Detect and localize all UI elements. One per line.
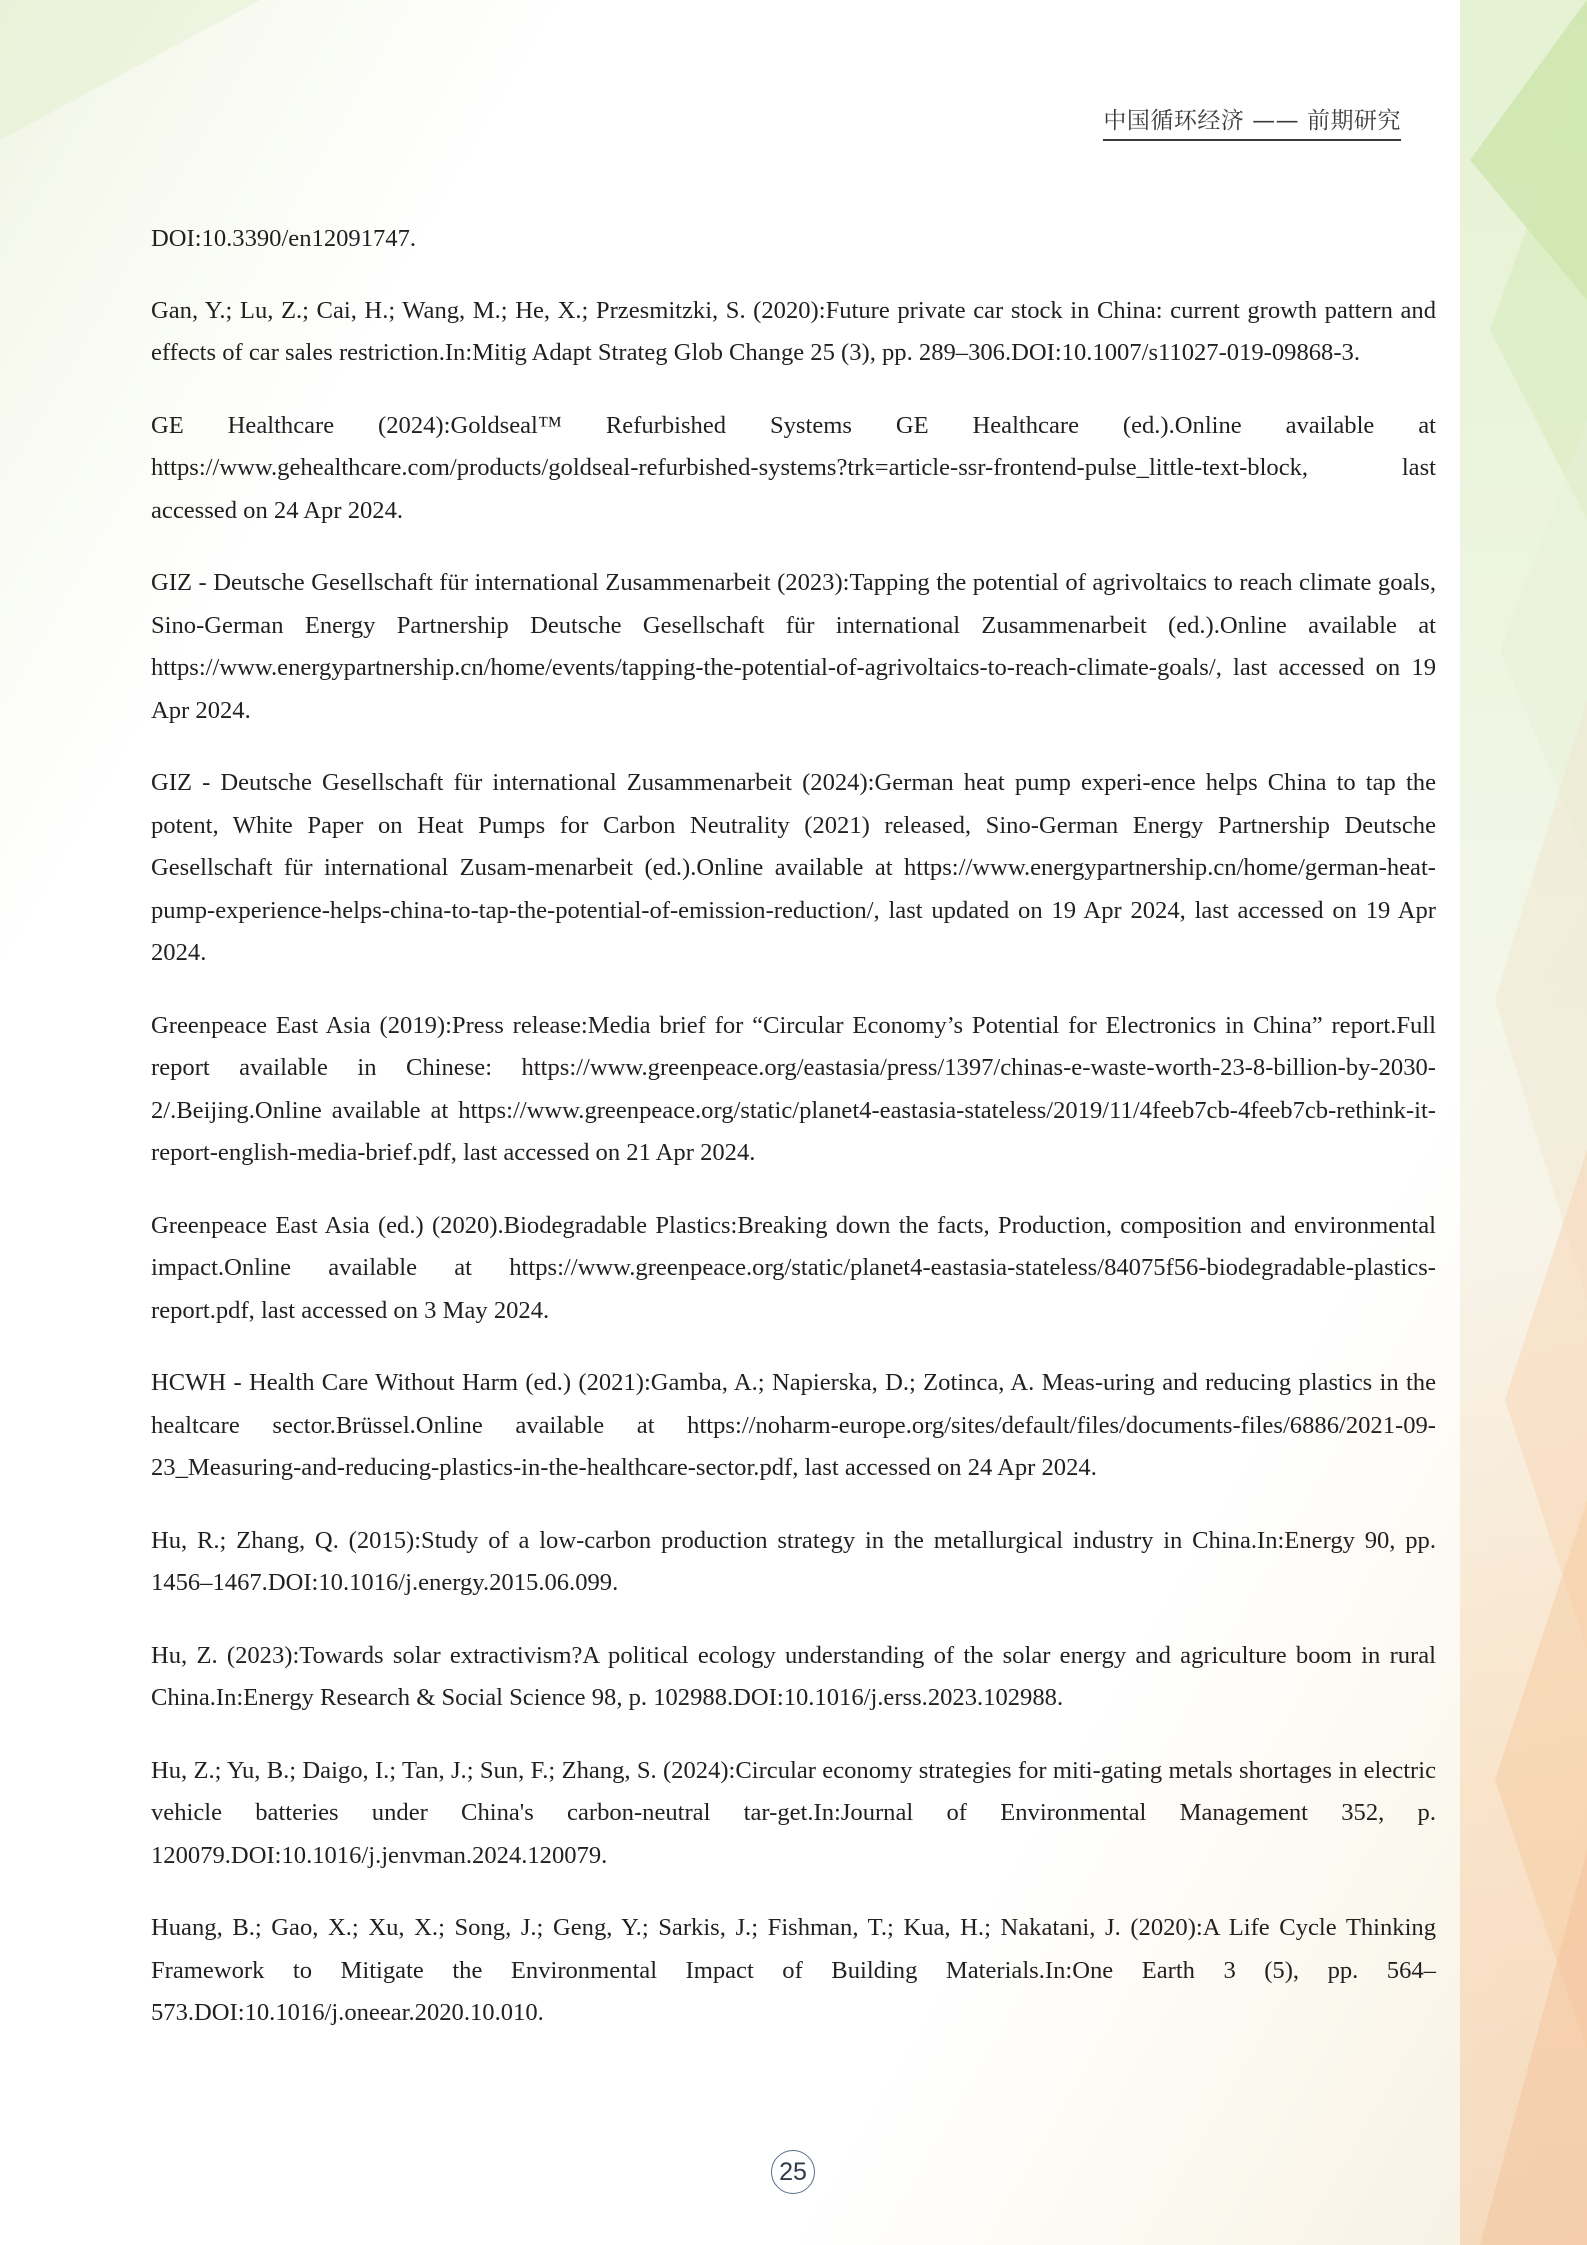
header-underline (1103, 139, 1401, 141)
reference-entry: Hu, Z. (2023):Towards solar extractivism?A political ecology understanding of the solar energy and agriculture boom in rural China.In:Energy Research & Social Science 98, p. 102988.DOI:10.1016/j.erss.2023.102988. (151, 1641, 1436, 1711)
reference-entry: Greenpeace East Asia (2019):Press release:Media brief for “Circular Economy’s Potential for Electronics in China” report.Full report available in Chinese: https://www.greenpeace.org/eastasia/press/1397/chinas-e-waste-worth-23-8-billion-by-2030-2/.Beijing.Online available at https://www.greenpeace.org/static/planet4-eastasia-stateless/2019/11/4feeb7cb-4feeb7cb-rethink-it-report-english-media-brief.pdf, last accessed on 21 Apr 2024. (151, 1011, 1436, 1166)
page-number-badge (771, 2150, 815, 2194)
header-title: 中国循环经济 —— 前期研究 (1103, 108, 1401, 134)
page-number: 25 (779, 2157, 807, 2186)
reference-entry: DOI:10.3390/en12091747. (151, 225, 417, 252)
reference-entry: Hu, Z.; Yu, B.; Daigo, I.; Tan, J.; Sun, F.; Zhang, S. (2024):Circular economy strategies for miti-gating metals shortages in electric vehicle batteries under China's carbon-neutral tar-get.In:Journal of Environmental Management 352, p. 120079.DOI:10.1016/j.jenvman.2024.120079. (151, 1756, 1436, 1869)
reference-entry: GIZ - Deutsche Gesellschaft für international Zusammenarbeit (2023):Tapping the potential of agrivoltaics to reach climate goals, Sino-German Energy Partnership Deutsche Gesellschaft für international Zusammenarbeit (ed.).Online available at https://www.energypartnership.cn/home/events/tapping-the-potential-of-agrivoltaics-to-reach-climate-goals/, last accessed on 19 Apr 2024. (151, 569, 1436, 724)
reference-entry: HCWH - Health Care Without Harm (ed.) (2021):Gamba, A.; Napierska, D.; Zotinca, A. Meas-uring and reducing plastics in the healtcare sector.Brüssel.Online available at https://noharm-europe.org/sites/default/files/documents-files/6886/2021-09-23_Measuring-and-reducing-plastics-in-the-healthcare-sector.pdf, last accessed on 24 Apr 2024. (151, 1369, 1436, 1481)
reference-entry: Hu, R.; Zhang, Q. (2015):Study of a low-carbon production strategy in the metallurgical industry in China.In:Energy 90, pp. 1456–1467.DOI:10.1016/j.energy.2015.06.099. (151, 1526, 1436, 1596)
reference-entry: Greenpeace East Asia (ed.) (2020).Biodegradable Plastics:Breaking down the facts, Production, composition and environmental impact.Online available at https://www.greenpeace.org/static/planet4-eastasia-stateless/84075f56-biodegradable-plastics-report.pdf, last accessed on 3 May 2024. (151, 1211, 1436, 1324)
reference-list (151, 218, 1436, 2065)
reference-entry: GE Healthcare (2024):Goldseal™ Refurbished Systems GE Healthcare (ed.).Online available at https://www.gehealthcare.com/products/goldseal-refurbished-systems?trk=article-ssr-frontend-pulse_little-text-block, last accessed on 24 Apr 2024. (151, 411, 1436, 524)
reference-entry: Huang, B.; Gao, X.; Xu, X.; Song, J.; Geng, Y.; Sarkis, J.; Fishman, T.; Kua, H.; Nakatani, J. (2020):A Life Cycle Thinking Framework to Mitigate the Environmental Impact of Building Materials.In:One Earth 3 (5), pp. 564–573.DOI:10.1016/j.oneear.2020.10.010. (151, 1914, 1436, 2026)
reference-entry: GIZ - Deutsche Gesellschaft für international Zusammenarbeit (2024):German heat pump experi-ence helps China to tap the potent, White Paper on Heat Pumps for Carbon Neutrality (2021) released, Sino-German Energy Partnership Deutsche Gesellschaft für international Zusam-menarbeit (ed.).Online available at https://www.energypartnership.cn/home/german-heat-pump-experience-helps-china-to-tap-the-potential-of-emission-reduction/, last updated on 19 Apr 2024, last accessed on 19 Apr 2024. (151, 769, 1436, 966)
reference-entry: Gan, Y.; Lu, Z.; Cai, H.; Wang, M.; He, X.; Przesmitzki, S. (2020):Future private car stock in China: current growth pattern and effects of car sales restriction.In:Mitig Adapt Strateg Glob Change 25 (3), pp. 289–306.DOI:10.1007/s11027-019-09868-3. (151, 296, 1436, 366)
page-header (1103, 102, 1401, 141)
